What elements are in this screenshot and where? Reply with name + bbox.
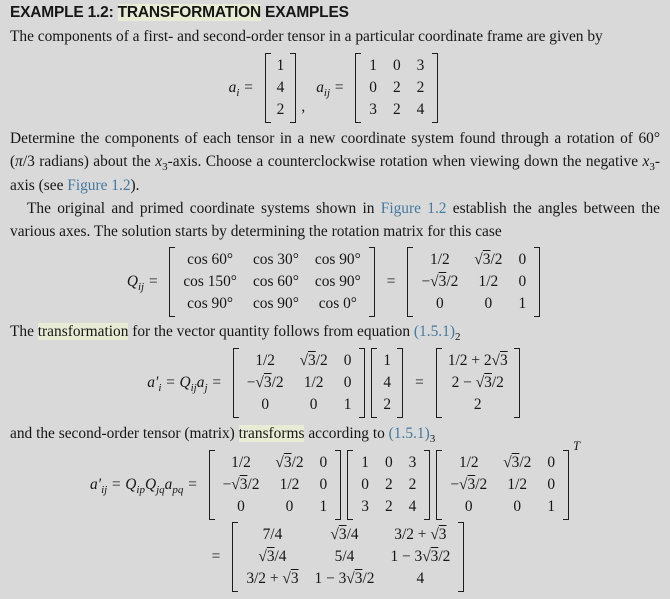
- text-run: EXAMPLES: [260, 4, 349, 21]
- matrix-cell: 1/2: [507, 475, 528, 493]
- matrix-cell: 1/2: [430, 251, 450, 269]
- matrix-cell: 2: [384, 497, 393, 515]
- matrix-cell: 1/2: [231, 453, 251, 471]
- text-run: The original and primed coordinate systems shown in: [27, 199, 381, 217]
- equation-given-tensors: [10, 53, 660, 123]
- matrix-cell: 2: [276, 101, 285, 119]
- matrix-cell: 5/4: [334, 547, 355, 565]
- matrix-cell: √3/2: [474, 251, 503, 269]
- matrix-row: [353, 474, 424, 496]
- matrix-cell: 0: [361, 475, 369, 493]
- text-run: 3: [162, 161, 168, 174]
- matrix-row: [442, 452, 563, 474]
- matrix-bracket-right: [290, 53, 296, 123]
- equation-1-5-1-link[interactable]: (1.5.1): [413, 323, 455, 341]
- matrix-cell: 0: [319, 453, 328, 471]
- text-run: Determine the components of each tensor in a new coordinate system found through a rotation of 60° (: [10, 130, 660, 171]
- matrix-cell: 3/2 + √3: [246, 569, 299, 587]
- text-run: -axis. Choose a counterclockwise rotation when viewing down the negative: [167, 153, 643, 171]
- matrix-cell: cos 90°: [314, 273, 361, 291]
- matrix-row: [353, 496, 424, 518]
- matrix-cell: 1/2 + 2√3: [447, 352, 508, 370]
- text-run: EXAMPLE 1.2:: [10, 4, 118, 21]
- matrix-row: [175, 293, 368, 315]
- matrix-cell: 0: [547, 475, 556, 493]
- matrix-body: [238, 524, 458, 590]
- matrix-row: [442, 474, 563, 496]
- matrix-row: [271, 99, 291, 121]
- matrix-row: [442, 496, 563, 518]
- matrix-cell: 0: [384, 453, 393, 471]
- matrix-cell: 1: [369, 57, 377, 75]
- equals-sign: =: [211, 547, 221, 565]
- figure-1-2-link[interactable]: Figure 1.2: [380, 199, 447, 217]
- matrix-cell: 1: [276, 57, 285, 75]
- matrix-q-transposed: [436, 450, 569, 520]
- highlighted-term: TRANSFORMATION: [117, 4, 261, 21]
- matrix-cell: 0: [484, 295, 493, 313]
- matrix-cell: √3/2: [299, 352, 328, 370]
- matrix-body: [215, 452, 336, 518]
- matrix-cell: 7/4: [262, 525, 283, 543]
- matrix-cell: 0: [319, 475, 328, 493]
- matrix-cell: 1/2: [303, 374, 324, 392]
- matrix-row: [442, 350, 514, 372]
- math-lhs-ai-prime: $a'_i = Q_{ij}a_j$ =: [147, 374, 222, 395]
- matrix-cell: cos 90°: [252, 295, 299, 313]
- text-run: for the vector quantity follows from equation: [128, 323, 414, 341]
- matrix-a: [347, 450, 430, 520]
- matrix-row: [413, 293, 534, 315]
- matrix-cell: cos 0°: [318, 295, 357, 313]
- matrix-q-cosines: [169, 247, 374, 317]
- matrix-body: [442, 350, 514, 416]
- matrix-row: [239, 372, 360, 394]
- math-lhs-ai: $a_i$ =: [228, 79, 254, 100]
- matrix-cell: √3/2: [275, 453, 304, 471]
- math-lhs-qij: $Q_{ij}$ =: [126, 273, 159, 294]
- matrix-body: [353, 452, 424, 518]
- matrix-cell: 1/2: [279, 475, 300, 493]
- matrix-row: [413, 249, 534, 271]
- matrix-cell: 1/2: [458, 453, 479, 471]
- matrix-cell: 0: [518, 251, 527, 269]
- matrix-cell: −√3/2: [421, 273, 459, 291]
- matrix-cell: 2: [384, 475, 393, 493]
- matrix-cell: 3/2 + √3: [394, 525, 447, 543]
- matrix-row: [361, 99, 432, 121]
- matrix-cell: 3: [416, 57, 425, 75]
- matrix-cell: 0: [436, 295, 444, 313]
- matrix-cell: 0: [547, 453, 556, 471]
- matrix-row: [377, 372, 397, 394]
- text-run: and the second-order tensor (matrix): [10, 425, 239, 443]
- text-run: π: [15, 153, 23, 171]
- matrix-row: [442, 372, 514, 394]
- text-run: The: [10, 323, 38, 341]
- matrix-cell: cos 90°: [187, 295, 234, 313]
- equals-sign: =: [415, 374, 424, 392]
- equals-sign: =: [386, 273, 396, 291]
- matrix-row: [238, 568, 458, 590]
- text-run: 2: [454, 331, 461, 344]
- matrix-body: [361, 55, 432, 121]
- matrix-cell: −√3/2: [222, 475, 260, 493]
- matrix-cell: 4: [276, 79, 285, 97]
- matrix-aij-prime-result: [232, 522, 464, 592]
- equation-tensor-transformation-line2: [10, 522, 660, 592]
- matrix-bracket-right: [359, 348, 365, 418]
- intro-paragraph: [10, 25, 660, 48]
- matrix-body: [377, 350, 397, 416]
- matrix-bracket-right: [424, 450, 430, 520]
- matrix-row: [175, 271, 368, 293]
- equation-1-5-1-link[interactable]: (1.5.1): [388, 425, 430, 443]
- matrix-cell: 3: [369, 101, 377, 119]
- matrix-row: [361, 77, 432, 99]
- matrix-body: [239, 350, 360, 416]
- matrix-row: [442, 394, 514, 416]
- text-run: x: [642, 153, 650, 171]
- text-run: x: [155, 153, 163, 171]
- math-lhs-aij-prime: $a'_{ij} = Q_{ip}Q_{jq}a_{pq}$ =: [90, 475, 198, 496]
- matrix-row: [271, 55, 291, 77]
- math-lhs-aij: $a_{ij}$ =: [316, 79, 345, 100]
- matrix-row: [377, 394, 397, 416]
- matrix-bracket-right: [432, 53, 438, 123]
- highlighted-term: transforms: [238, 425, 305, 443]
- matrix-row: [271, 77, 291, 99]
- equation-rotation-matrix: [10, 247, 660, 317]
- matrix-cell: 1 − 3√3/2: [390, 547, 451, 565]
- vector-a: [265, 53, 297, 123]
- vector-a-prime-result: [436, 348, 520, 418]
- matrix-cell: 0: [464, 497, 473, 515]
- matrix-cell: 0: [343, 374, 352, 392]
- matrix-cell: √3/4: [258, 547, 287, 565]
- matrix-row: [238, 524, 458, 546]
- matrix-cell: 2: [392, 101, 401, 119]
- matrix-cell: 1/2: [478, 273, 499, 291]
- matrix-cell: 2: [416, 79, 425, 97]
- matrix-bracket-right: [397, 348, 403, 418]
- equation-tensor-transformation-line1: $a'_{ij} = Q_{ip}Q_{jq}a_{pq}$ = 1/2 √3/2 0 −√3/2 1/2 0 0 0 1 1 0 3 0 2 2 3 2 4 1/2 √3/2 0 −√3/2 1/2 0 0 0 1 T: [10, 450, 660, 520]
- matrix-bracket-right: [534, 247, 540, 317]
- matrix-bracket-right: [514, 348, 520, 418]
- matrix-row: [238, 546, 458, 568]
- text-run: 3: [649, 161, 655, 174]
- matrix-row: [215, 452, 336, 474]
- matrix-cell: 0: [369, 79, 377, 97]
- matrix-q: [233, 348, 366, 418]
- matrix-cell: 2 − √3/2: [451, 374, 504, 392]
- highlighted-term: transformation: [37, 323, 129, 341]
- matrix-cell: 0: [518, 273, 527, 291]
- matrix-q-values: [407, 247, 540, 317]
- matrix-row: [353, 452, 424, 474]
- matrix-row: [361, 55, 432, 77]
- matrix-cell: 2: [408, 475, 417, 493]
- figure-1-2-link[interactable]: Figure 1.2: [67, 176, 131, 194]
- matrix-row: [215, 474, 336, 496]
- text-run: The components of a first- and second-order tensor in a particular coordinate frame are given by: [10, 28, 603, 45]
- text-run: -axis (see: [10, 153, 660, 194]
- matrix-cell: cos 60°: [187, 251, 234, 269]
- matrix-cell: 1: [383, 352, 392, 370]
- matrix-cell: 1 − 3√3/2: [314, 569, 375, 587]
- matrix-cell: 0: [513, 497, 522, 515]
- matrix-cell: 2: [392, 79, 401, 97]
- matrix-cell: √3/2: [503, 453, 532, 471]
- matrix-row: [377, 350, 397, 372]
- matrix-cell: 4: [416, 101, 425, 119]
- matrix-cell: cos 60°: [252, 273, 299, 291]
- matrix-row: [175, 249, 368, 271]
- matrix-cell: 1: [518, 295, 527, 313]
- matrix-row: [239, 394, 360, 416]
- matrix-cell: 1: [343, 396, 352, 414]
- matrix-row: [215, 496, 336, 518]
- matrix-body: [442, 452, 563, 518]
- matrix-cell: 2: [383, 396, 392, 414]
- matrix-cell: 4: [416, 569, 425, 587]
- comma-separator: ,: [301, 98, 306, 116]
- text-run: ).: [130, 176, 140, 194]
- matrix-cell: 0: [309, 396, 318, 414]
- tensor-transform-paragraph: [10, 422, 660, 445]
- matrix-cell: 3: [408, 453, 417, 471]
- matrix-cell: cos 150°: [183, 273, 237, 291]
- example-title: [10, 4, 660, 22]
- text-run: establish the angles between the various axes. The solution starts by determining the rotation matrix for this case: [10, 199, 660, 241]
- matrix-cell: 0: [392, 57, 401, 75]
- matrix-bracket-right: [369, 247, 375, 317]
- equation-vector-transformation: [10, 348, 660, 418]
- matrix-cell: 2: [473, 396, 482, 414]
- matrix-cell: cos 30°: [252, 251, 299, 269]
- matrix-body: [175, 249, 368, 315]
- text-run: 3: [429, 433, 436, 446]
- matrix-body: [413, 249, 534, 315]
- matrix-a: [355, 53, 438, 123]
- matrix-row: [239, 350, 360, 372]
- matrix-cell: cos 90°: [314, 251, 361, 269]
- matrix-cell: 0: [261, 396, 270, 414]
- matrix-bracket-right: [335, 450, 341, 520]
- matrix-cell: 1/2: [255, 352, 275, 370]
- matrix-body: [271, 55, 291, 121]
- vector-a: [371, 348, 403, 418]
- matrix-cell: 1: [547, 497, 556, 515]
- vector-transform-paragraph: [10, 320, 660, 343]
- matrix-row: [413, 271, 534, 293]
- matrix-cell: 3: [361, 497, 369, 515]
- matrix-bracket-right: [563, 450, 569, 520]
- matrix-cell: √3/4: [330, 525, 359, 543]
- matrix-cell: 4: [408, 497, 417, 515]
- matrix-q: [209, 450, 342, 520]
- matrix-cell: 0: [343, 352, 352, 370]
- matrix-cell: −√3/2: [246, 374, 284, 392]
- matrix-cell: 0: [285, 497, 294, 515]
- matrix-cell: −√3/2: [450, 475, 488, 493]
- matrix-cell: 1: [361, 453, 369, 471]
- determine-paragraph: [10, 127, 660, 197]
- matrix-cell: 0: [237, 497, 245, 515]
- original-paragraph: [10, 197, 660, 243]
- text-run: /3 radians) about the: [22, 153, 156, 171]
- text-run: according to: [304, 425, 389, 443]
- matrix-cell: 1: [319, 497, 328, 515]
- matrix-cell: 4: [383, 374, 392, 392]
- matrix-bracket-right: [458, 522, 464, 592]
